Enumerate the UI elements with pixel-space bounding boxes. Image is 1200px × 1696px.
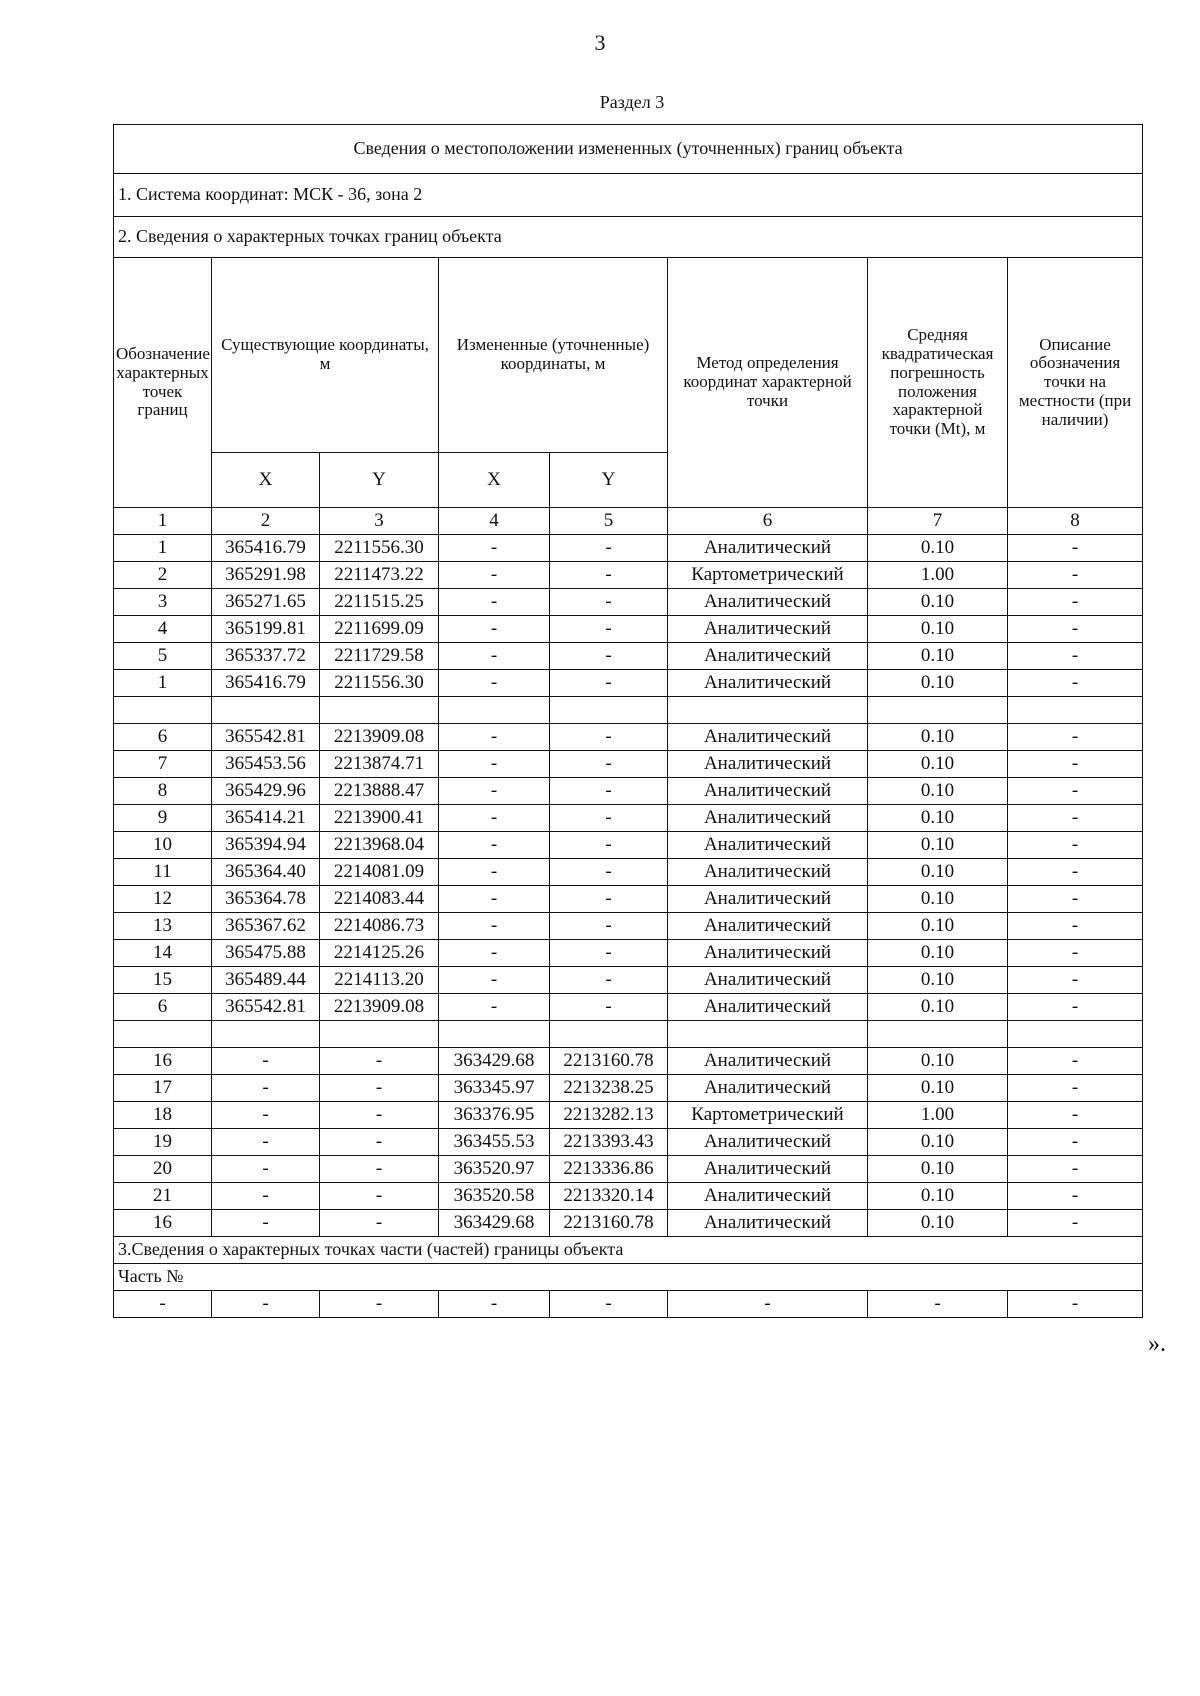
header-mean-error: Средняя квадратическая погрешность положения характерной точки (Mt), м [868,258,1008,508]
method-cell: Аналитический [668,1183,868,1210]
part-cell: - [1008,1291,1143,1318]
table-row [114,805,1143,832]
existing-y-cell: 2213909.08 [320,724,439,751]
existing-x-cell: 365416.79 [212,670,320,697]
table-row [114,1102,1143,1129]
method-cell: Аналитический [668,1075,868,1102]
changed-y-cell: - [550,940,668,967]
description-cell: - [1008,994,1143,1021]
point-id-cell: 6 [114,994,212,1021]
existing-y-cell: 2213888.47 [320,778,439,805]
table-row [114,1021,1143,1048]
method-cell: Аналитический [668,1048,868,1075]
column-numbers-row [114,508,1143,535]
changed-x-cell: 363520.97 [439,1156,550,1183]
existing-y-cell: 2214081.09 [320,859,439,886]
method-cell: Аналитический [668,778,868,805]
part-cell: - [320,1291,439,1318]
changed-x-cell: 363376.95 [439,1102,550,1129]
table-row [114,778,1143,805]
method-cell [668,1021,868,1048]
mean-error-cell: 0.10 [868,589,1008,616]
method-cell: Аналитический [668,886,868,913]
point-id-cell: 20 [114,1156,212,1183]
changed-y-cell: - [550,724,668,751]
header-existing-x: X [212,453,320,508]
method-cell: Аналитический [668,643,868,670]
changed-y-cell: - [550,886,668,913]
point-id-cell: 15 [114,967,212,994]
existing-y-cell: 2211556.30 [320,535,439,562]
mean-error-cell: 0.10 [868,778,1008,805]
point-id-cell: 18 [114,1102,212,1129]
existing-x-cell [212,1021,320,1048]
description-cell: - [1008,859,1143,886]
existing-y-cell: 2213909.08 [320,994,439,1021]
method-cell: Аналитический [668,1129,868,1156]
table-row [114,1156,1143,1183]
mean-error-cell: 0.10 [868,535,1008,562]
point-id-cell: 17 [114,1075,212,1102]
point-id-cell: 10 [114,832,212,859]
mean-error-cell: 0.10 [868,805,1008,832]
method-cell: Аналитический [668,589,868,616]
part-cell: - [212,1291,320,1318]
description-cell: - [1008,1129,1143,1156]
description-cell: - [1008,535,1143,562]
mean-error-cell: 0.10 [868,1129,1008,1156]
points-heading: 2. Сведения о характерных точках границ объекта [114,217,1143,258]
existing-x-cell: - [212,1183,320,1210]
changed-x-cell: - [439,751,550,778]
changed-x-cell: 363429.68 [439,1048,550,1075]
changed-y-cell: 2213336.86 [550,1156,668,1183]
part-cell: - [550,1291,668,1318]
point-id-cell: 8 [114,778,212,805]
mean-error-cell [868,1021,1008,1048]
method-cell: Аналитический [668,832,868,859]
changed-x-cell: - [439,940,550,967]
existing-y-cell: 2214083.44 [320,886,439,913]
existing-y-cell: 2214113.20 [320,967,439,994]
parts-row [114,1291,1143,1318]
changed-y-cell: - [550,562,668,589]
table-row [114,724,1143,751]
description-cell: - [1008,616,1143,643]
changed-x-cell: 363429.68 [439,1210,550,1237]
method-cell: Аналитический [668,913,868,940]
header-existing-coordinates: Существующие координаты, м [212,258,439,453]
table-row [114,1129,1143,1156]
existing-x-cell: 365394.94 [212,832,320,859]
existing-x-cell: 365337.72 [212,643,320,670]
method-cell: Аналитический [668,751,868,778]
existing-y-cell: - [320,1210,439,1237]
table-row [114,697,1143,724]
table-row [114,1048,1143,1075]
changed-x-cell: - [439,832,550,859]
mean-error-cell: 0.10 [868,670,1008,697]
changed-x-cell: - [439,913,550,940]
changed-y-cell: 2213320.14 [550,1183,668,1210]
changed-y-cell: 2213160.78 [550,1048,668,1075]
existing-x-cell: 365475.88 [212,940,320,967]
table-row [114,1183,1143,1210]
method-cell: Аналитический [668,670,868,697]
column-number: 4 [439,508,550,535]
existing-x-cell: 365542.81 [212,994,320,1021]
changed-x-cell: - [439,670,550,697]
existing-y-cell: 2213874.71 [320,751,439,778]
table-row [114,886,1143,913]
changed-x-cell: 363345.97 [439,1075,550,1102]
changed-y-cell: - [550,994,668,1021]
existing-y-cell: 2211556.30 [320,670,439,697]
mean-error-cell: 0.10 [868,994,1008,1021]
method-cell: Аналитический [668,535,868,562]
header-description: Описание обозначения точки на местности (при наличии) [1008,258,1143,508]
table-row [114,967,1143,994]
existing-y-cell: - [320,1129,439,1156]
changed-x-cell: - [439,724,550,751]
changed-y-cell: - [550,913,668,940]
point-id-cell: 6 [114,724,212,751]
existing-y-cell: 2211699.09 [320,616,439,643]
description-cell: - [1008,1048,1143,1075]
existing-x-cell [212,697,320,724]
column-number: 1 [114,508,212,535]
mean-error-cell: 0.10 [868,940,1008,967]
method-cell [668,697,868,724]
changed-y-cell: 2213282.13 [550,1102,668,1129]
changed-x-cell: 363520.58 [439,1183,550,1210]
column-number: 5 [550,508,668,535]
mean-error-cell: 0.10 [868,616,1008,643]
description-cell: - [1008,1183,1143,1210]
description-cell [1008,1021,1143,1048]
column-number: 8 [1008,508,1143,535]
part-label: Часть № [114,1264,1143,1291]
point-id-cell: 1 [114,535,212,562]
existing-x-cell: 365364.78 [212,886,320,913]
description-cell [1008,697,1143,724]
description-cell: - [1008,1075,1143,1102]
description-cell: - [1008,1102,1143,1129]
mean-error-cell: 0.10 [868,751,1008,778]
mean-error-cell: 0.10 [868,1183,1008,1210]
column-number: 2 [212,508,320,535]
column-number: 3 [320,508,439,535]
part-cell: - [439,1291,550,1318]
point-id-cell: 16 [114,1210,212,1237]
changed-x-cell: 363455.53 [439,1129,550,1156]
point-id-cell: 21 [114,1183,212,1210]
table-row [114,562,1143,589]
changed-y-cell: - [550,751,668,778]
mean-error-cell: 0.10 [868,1048,1008,1075]
existing-x-cell: 365542.81 [212,724,320,751]
existing-x-cell: - [212,1102,320,1129]
column-number: 7 [868,508,1008,535]
existing-y-cell: 2211729.58 [320,643,439,670]
point-id-cell: 3 [114,589,212,616]
description-cell: - [1008,751,1143,778]
changed-x-cell [439,697,550,724]
page-number: 3 [594,30,606,55]
existing-x-cell: - [212,1048,320,1075]
method-cell: Картометрический [668,1102,868,1129]
existing-x-cell: 365453.56 [212,751,320,778]
existing-y-cell: - [320,1075,439,1102]
mean-error-cell: 0.10 [868,1156,1008,1183]
changed-y-cell: 2213160.78 [550,1210,668,1237]
mean-error-cell: 0.10 [868,724,1008,751]
boundary-points-table [113,124,1143,1318]
changed-y-cell: - [550,643,668,670]
changed-y-cell: - [550,616,668,643]
changed-x-cell: - [439,616,550,643]
changed-x-cell: - [439,994,550,1021]
table-row [114,1210,1143,1237]
existing-y-cell: 2214086.73 [320,913,439,940]
point-id-cell [114,697,212,724]
point-id-cell: 9 [114,805,212,832]
header-changed-x: X [439,453,550,508]
description-cell: - [1008,562,1143,589]
header-existing-y: Y [320,453,439,508]
mean-error-cell: 0.10 [868,832,1008,859]
column-number: 6 [668,508,868,535]
table-row [114,1075,1143,1102]
changed-y-cell: - [550,778,668,805]
mean-error-cell: 1.00 [868,562,1008,589]
changed-y-cell: 2213238.25 [550,1075,668,1102]
point-id-cell: 12 [114,886,212,913]
changed-x-cell: - [439,562,550,589]
existing-x-cell: 365429.96 [212,778,320,805]
existing-x-cell: 365291.98 [212,562,320,589]
description-cell: - [1008,913,1143,940]
changed-y-cell: - [550,670,668,697]
existing-x-cell: 365199.81 [212,616,320,643]
existing-x-cell: - [212,1210,320,1237]
header-changed-y: Y [550,453,668,508]
existing-y-cell: 2213900.41 [320,805,439,832]
mean-error-cell [868,697,1008,724]
point-id-cell: 16 [114,1048,212,1075]
existing-y-cell [320,1021,439,1048]
changed-x-cell: - [439,778,550,805]
existing-y-cell: 2213968.04 [320,832,439,859]
method-cell: Аналитический [668,616,868,643]
changed-x-cell: - [439,643,550,670]
mean-error-cell: 0.10 [868,886,1008,913]
table-row [114,994,1143,1021]
part-cell: - [868,1291,1008,1318]
description-cell: - [1008,1156,1143,1183]
header-changed-coordinates: Измененные (уточненные) координаты, м [439,258,668,453]
method-cell: Аналитический [668,805,868,832]
existing-x-cell: 365271.65 [212,589,320,616]
description-cell: - [1008,1210,1143,1237]
changed-x-cell: - [439,967,550,994]
existing-y-cell: - [320,1183,439,1210]
mean-error-cell: 0.10 [868,1210,1008,1237]
description-cell: - [1008,778,1143,805]
header-point-designation: Обозначение характерных точек границ [114,258,212,508]
table-row [114,859,1143,886]
existing-y-cell [320,697,439,724]
point-id-cell: 11 [114,859,212,886]
point-id-cell: 13 [114,913,212,940]
table-row [114,589,1143,616]
changed-y-cell [550,1021,668,1048]
method-cell: Аналитический [668,724,868,751]
table-row [114,670,1143,697]
description-cell: - [1008,940,1143,967]
changed-x-cell: - [439,589,550,616]
changed-x-cell [439,1021,550,1048]
table-row [114,535,1143,562]
method-cell: Аналитический [668,1156,868,1183]
existing-x-cell: - [212,1156,320,1183]
table-row [114,940,1143,967]
description-cell: - [1008,670,1143,697]
existing-y-cell: - [320,1156,439,1183]
existing-x-cell: 365416.79 [212,535,320,562]
description-cell: - [1008,886,1143,913]
changed-y-cell: - [550,859,668,886]
mean-error-cell: 0.10 [868,913,1008,940]
mean-error-cell: 0.10 [868,643,1008,670]
point-id-cell: 2 [114,562,212,589]
existing-x-cell: - [212,1129,320,1156]
existing-y-cell: - [320,1102,439,1129]
section-title: Раздел 3 [599,92,665,112]
coordinate-system: 1. Система координат: МСК - 36, зона 2 [114,174,1143,217]
point-id-cell: 19 [114,1129,212,1156]
method-cell: Аналитический [668,940,868,967]
method-cell: Картометрический [668,562,868,589]
existing-y-cell: 2211473.22 [320,562,439,589]
point-id-cell: 14 [114,940,212,967]
description-cell: - [1008,805,1143,832]
table-row [114,643,1143,670]
method-cell: Аналитический [668,859,868,886]
mean-error-cell: 0.10 [868,859,1008,886]
point-id-cell: 7 [114,751,212,778]
table-row [114,616,1143,643]
changed-y-cell: - [550,967,668,994]
changed-y-cell: - [550,832,668,859]
description-cell: - [1008,832,1143,859]
table-row [114,751,1143,778]
parts-heading: 3.Сведения о характерных точках части (частей) границы объекта [114,1237,1143,1264]
description-cell: - [1008,724,1143,751]
changed-x-cell: - [439,859,550,886]
method-cell: Аналитический [668,1210,868,1237]
mean-error-cell: 1.00 [868,1102,1008,1129]
description-cell: - [1008,643,1143,670]
changed-y-cell: - [550,535,668,562]
mean-error-cell: 0.10 [868,1075,1008,1102]
existing-y-cell: 2211515.25 [320,589,439,616]
point-id-cell: 5 [114,643,212,670]
mean-error-cell: 0.10 [868,967,1008,994]
table-title: Сведения о местоположении измененных (уточненных) границ объекта [114,125,1143,174]
changed-y-cell: - [550,589,668,616]
closing-quote: ». [1148,1331,1166,1357]
existing-x-cell: 365414.21 [212,805,320,832]
method-cell: Аналитический [668,994,868,1021]
existing-x-cell: 365364.40 [212,859,320,886]
existing-y-cell: 2214125.26 [320,940,439,967]
table-row [114,913,1143,940]
point-id-cell [114,1021,212,1048]
part-cell: - [668,1291,868,1318]
point-id-cell: 4 [114,616,212,643]
table-row [114,832,1143,859]
description-cell: - [1008,589,1143,616]
changed-x-cell: - [439,535,550,562]
changed-y-cell [550,697,668,724]
point-id-cell: 1 [114,670,212,697]
existing-y-cell: - [320,1048,439,1075]
existing-x-cell: - [212,1075,320,1102]
changed-y-cell: - [550,805,668,832]
changed-y-cell: 2213393.43 [550,1129,668,1156]
existing-x-cell: 365489.44 [212,967,320,994]
changed-x-cell: - [439,886,550,913]
changed-x-cell: - [439,805,550,832]
part-cell: - [114,1291,212,1318]
description-cell: - [1008,967,1143,994]
method-cell: Аналитический [668,967,868,994]
existing-x-cell: 365367.62 [212,913,320,940]
header-method: Метод определения координат характерной точки [668,258,868,508]
